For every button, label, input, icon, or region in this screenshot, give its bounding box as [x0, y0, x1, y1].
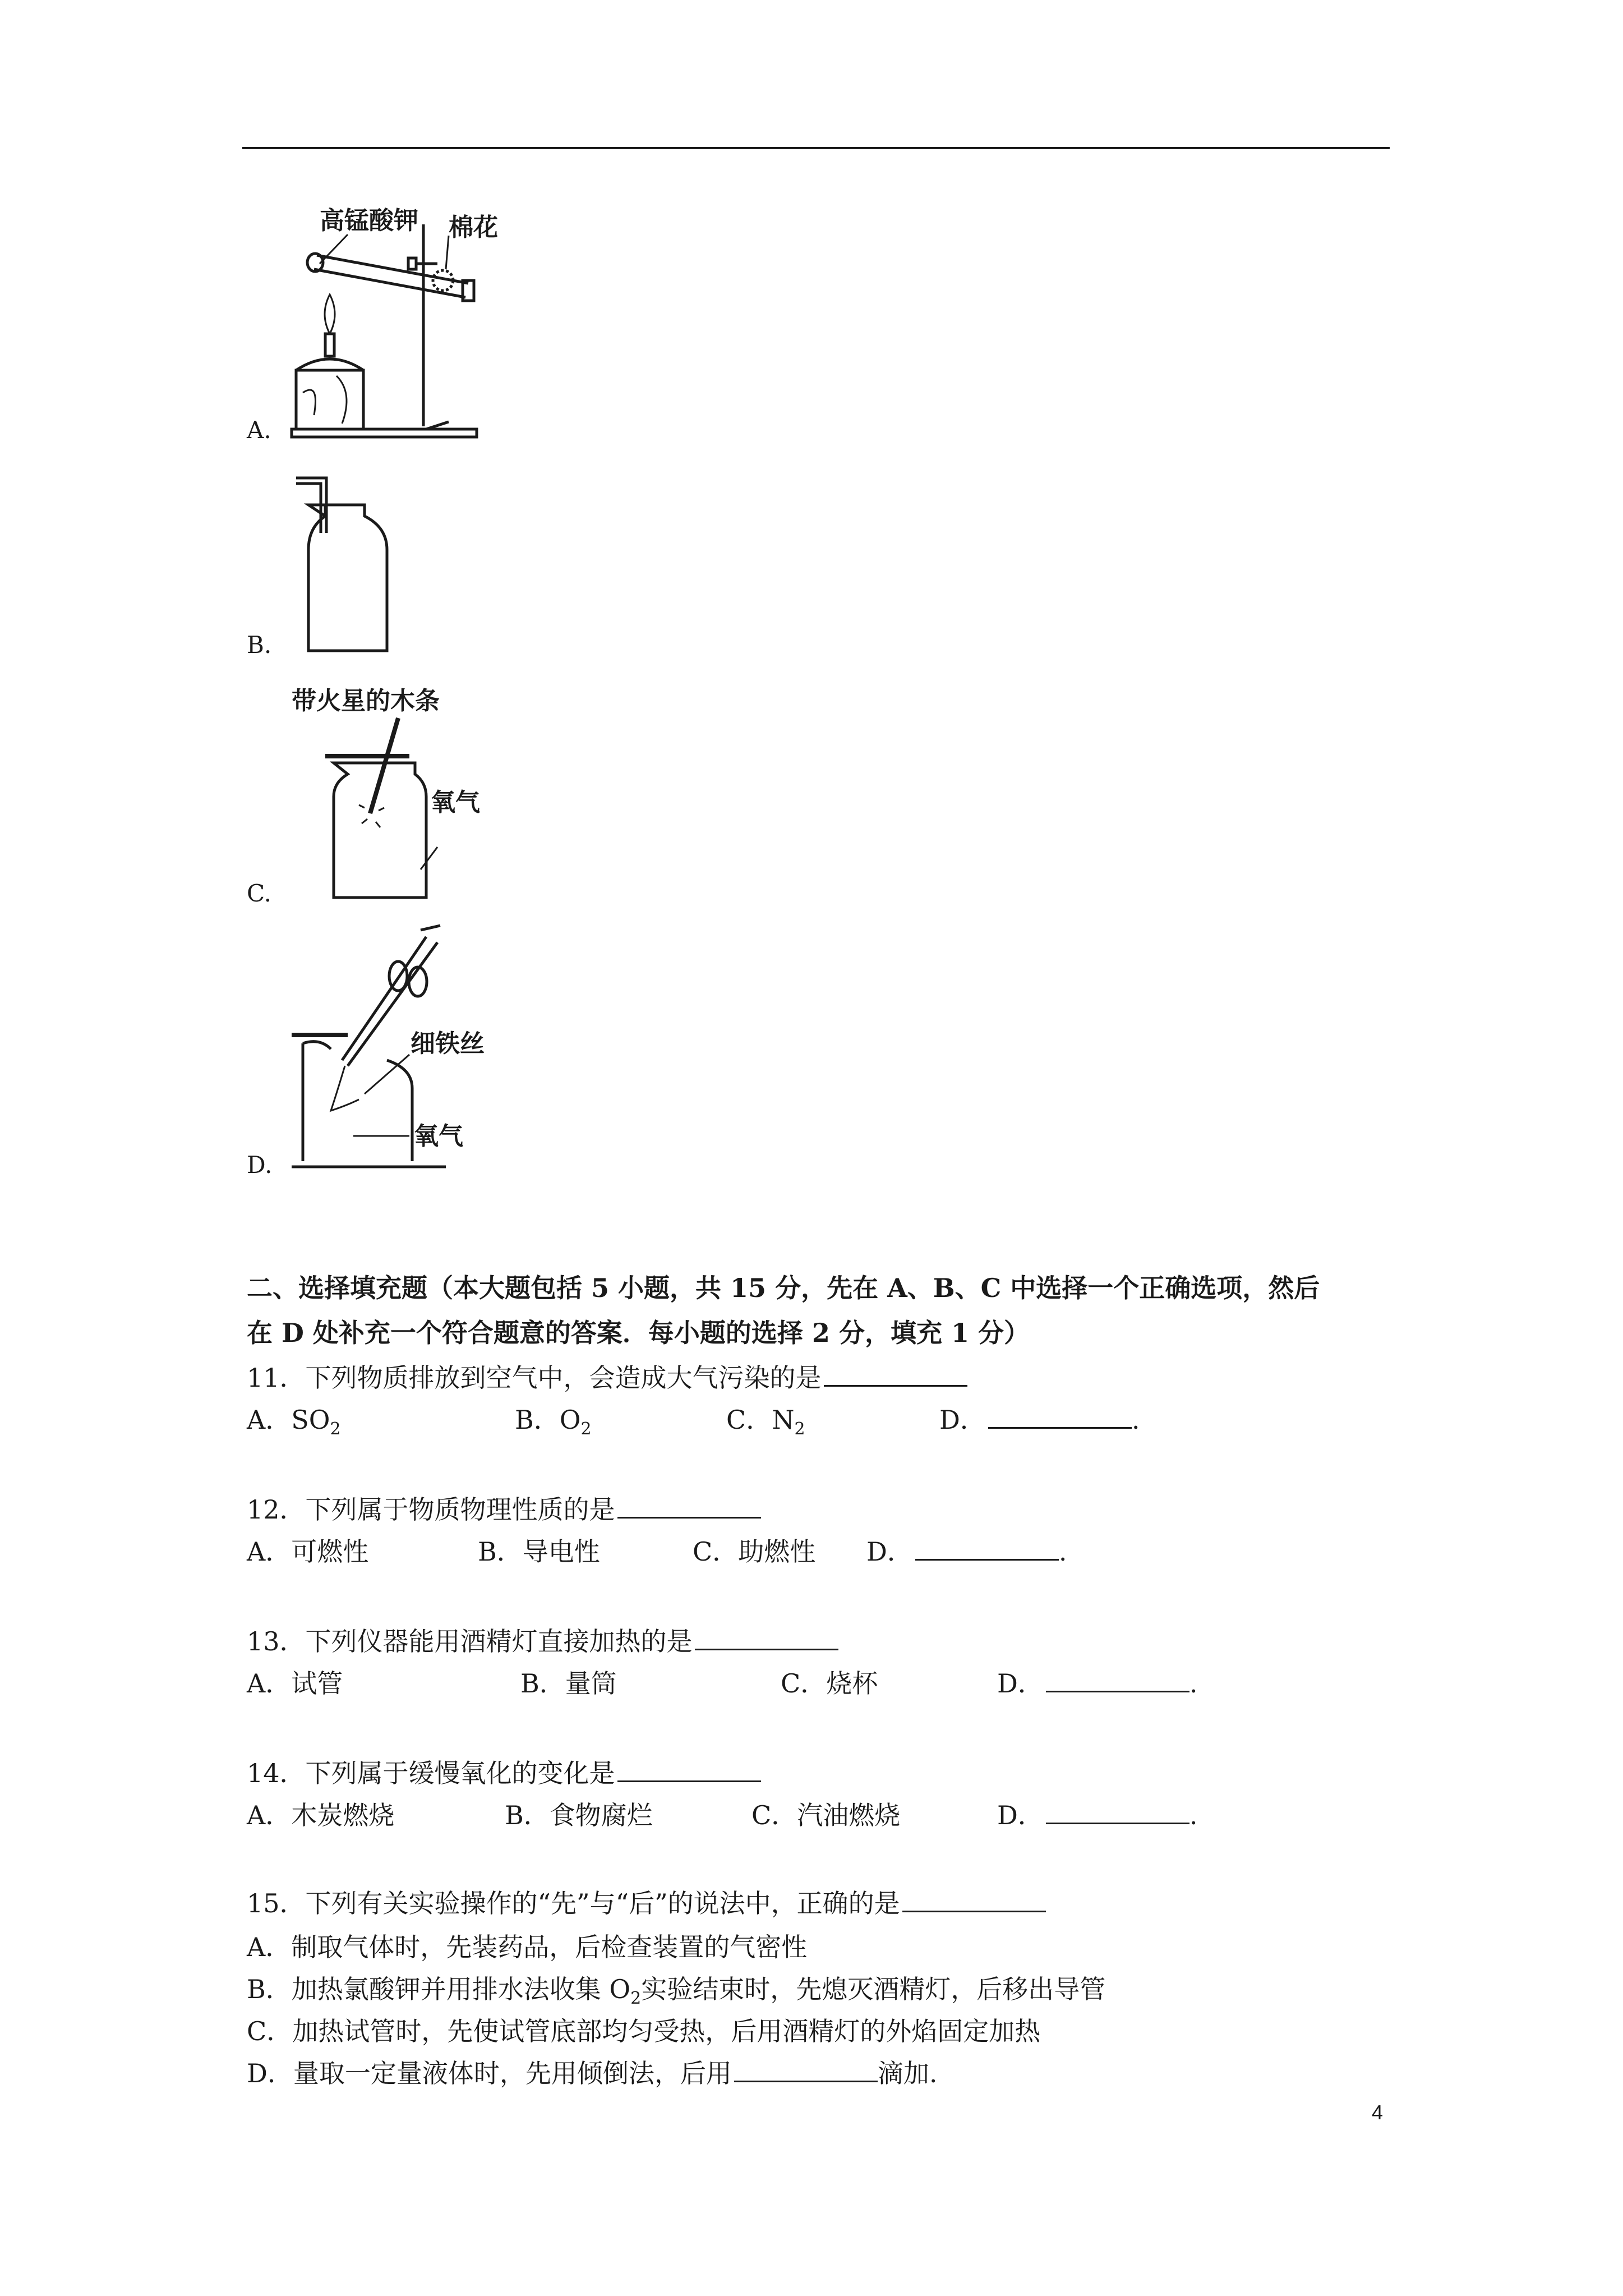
q11-d-blank — [988, 1405, 1132, 1429]
q15-option-b[interactable]: B．加热氯酸钾并用排水法收集 $O_2$实验结束时，先熄灭酒精灯，后移出导管 — [247, 1974, 1106, 2009]
q15-option-a[interactable]: A．制取气体时，先装药品，后检查装置的气密性 — [247, 1932, 808, 1962]
q11-option-b[interactable]: B．$O_2$ — [515, 1405, 592, 1439]
q12-stem: 12．下列属于物质物理性质的是 — [247, 1489, 761, 1526]
figure-b-letter: B. — [247, 631, 272, 659]
q11-option-d[interactable]: D． . — [939, 1405, 1140, 1435]
q14-answer-blank[interactable] — [617, 1758, 761, 1782]
q14-option-a[interactable]: A．木炭燃烧 — [247, 1800, 395, 1830]
q13-option-b[interactable]: B．量筒 — [520, 1668, 617, 1699]
q11-stem — [247, 1358, 967, 1395]
figure-d-letter: D. — [247, 1151, 273, 1179]
header-rule — [242, 147, 1390, 149]
q15-stem: 15．下列有关实验操作的“先”与“后”的说法中，正确的是 — [247, 1883, 1046, 1920]
q11-option-a[interactable]: A．$SO_2$ — [247, 1405, 341, 1439]
q15-option-d[interactable]: D．量取一定量液体时，先用倾倒法，后用 滴加. — [247, 2058, 938, 2088]
figure-c-letter: C. — [247, 880, 271, 907]
label-cotton: 棉花 — [449, 213, 498, 242]
q12-d-blank — [915, 1536, 1059, 1561]
label-oxygen-c: 氧气 — [431, 788, 480, 817]
q12-option-d[interactable]: D． . — [866, 1536, 1067, 1567]
q15-d-blank — [734, 2058, 878, 2082]
page-number: 4 — [1372, 2101, 1384, 2124]
section-heading-line2: 在 D 处补充一个符合题意的答案．每小题的选择 2 分，填充 1 分） — [247, 1318, 1030, 1348]
q11-answer-blank[interactable] — [824, 1363, 967, 1387]
q14-option-b[interactable]: B．食物腐烂 — [505, 1800, 653, 1830]
q14-option-d[interactable]: D． . — [997, 1800, 1198, 1830]
figure-a-heating-apparatus — [280, 202, 505, 449]
q15-option-c[interactable]: C．加热试管时，先使试管底部均匀受热，后用酒精灯的外焰固定加热 — [247, 2016, 1041, 2046]
q11-stem-text: 11．下列物质排放到空气中，会造成大气污染的是 — [247, 1363, 822, 1393]
q13-stem: 13．下列仪器能用酒精灯直接加热的是 — [247, 1621, 838, 1658]
q15-answer-blank[interactable] — [902, 1888, 1046, 1912]
label-oxygen-d: 氧气 — [414, 1122, 463, 1151]
label-iron-wire: 细铁丝 — [411, 1029, 485, 1058]
q12-answer-blank[interactable] — [617, 1494, 761, 1519]
section-heading-line1: 二、选择填充题（本大题包括 5 小题，共 15 分，先在 A、B、C 中选择一个正确选项，然后 — [247, 1273, 1320, 1303]
q13-option-d[interactable]: D． . — [997, 1668, 1198, 1699]
q13-option-c[interactable]: C．烧杯 — [781, 1668, 878, 1699]
q13-d-blank — [1046, 1668, 1189, 1692]
q12-option-b[interactable]: B．导电性 — [478, 1536, 600, 1567]
figure-c-oxygen-test — [286, 684, 522, 909]
label-potassium-permanganate: 高锰酸钾 — [320, 206, 418, 235]
q14-d-blank — [1046, 1800, 1189, 1824]
q12-option-c[interactable]: C．助燃性 — [693, 1536, 816, 1567]
q14-stem: 14．下列属于缓慢氧化的变化是 — [247, 1753, 761, 1790]
q14-option-c[interactable]: C．汽油燃烧 — [751, 1800, 901, 1830]
figure-b-gas-bottle — [292, 471, 404, 656]
figure-d-iron-wire — [286, 926, 522, 1178]
q13-option-a[interactable]: A．试管 — [247, 1668, 343, 1699]
q12-option-a[interactable]: A．可燃性 — [247, 1536, 369, 1567]
figure-a-letter: A. — [247, 416, 271, 444]
label-glowing-splint: 带火星的木条 — [292, 687, 440, 715]
q13-answer-blank[interactable] — [695, 1626, 838, 1650]
q11-option-c[interactable]: C．$N_2$ — [726, 1405, 805, 1439]
